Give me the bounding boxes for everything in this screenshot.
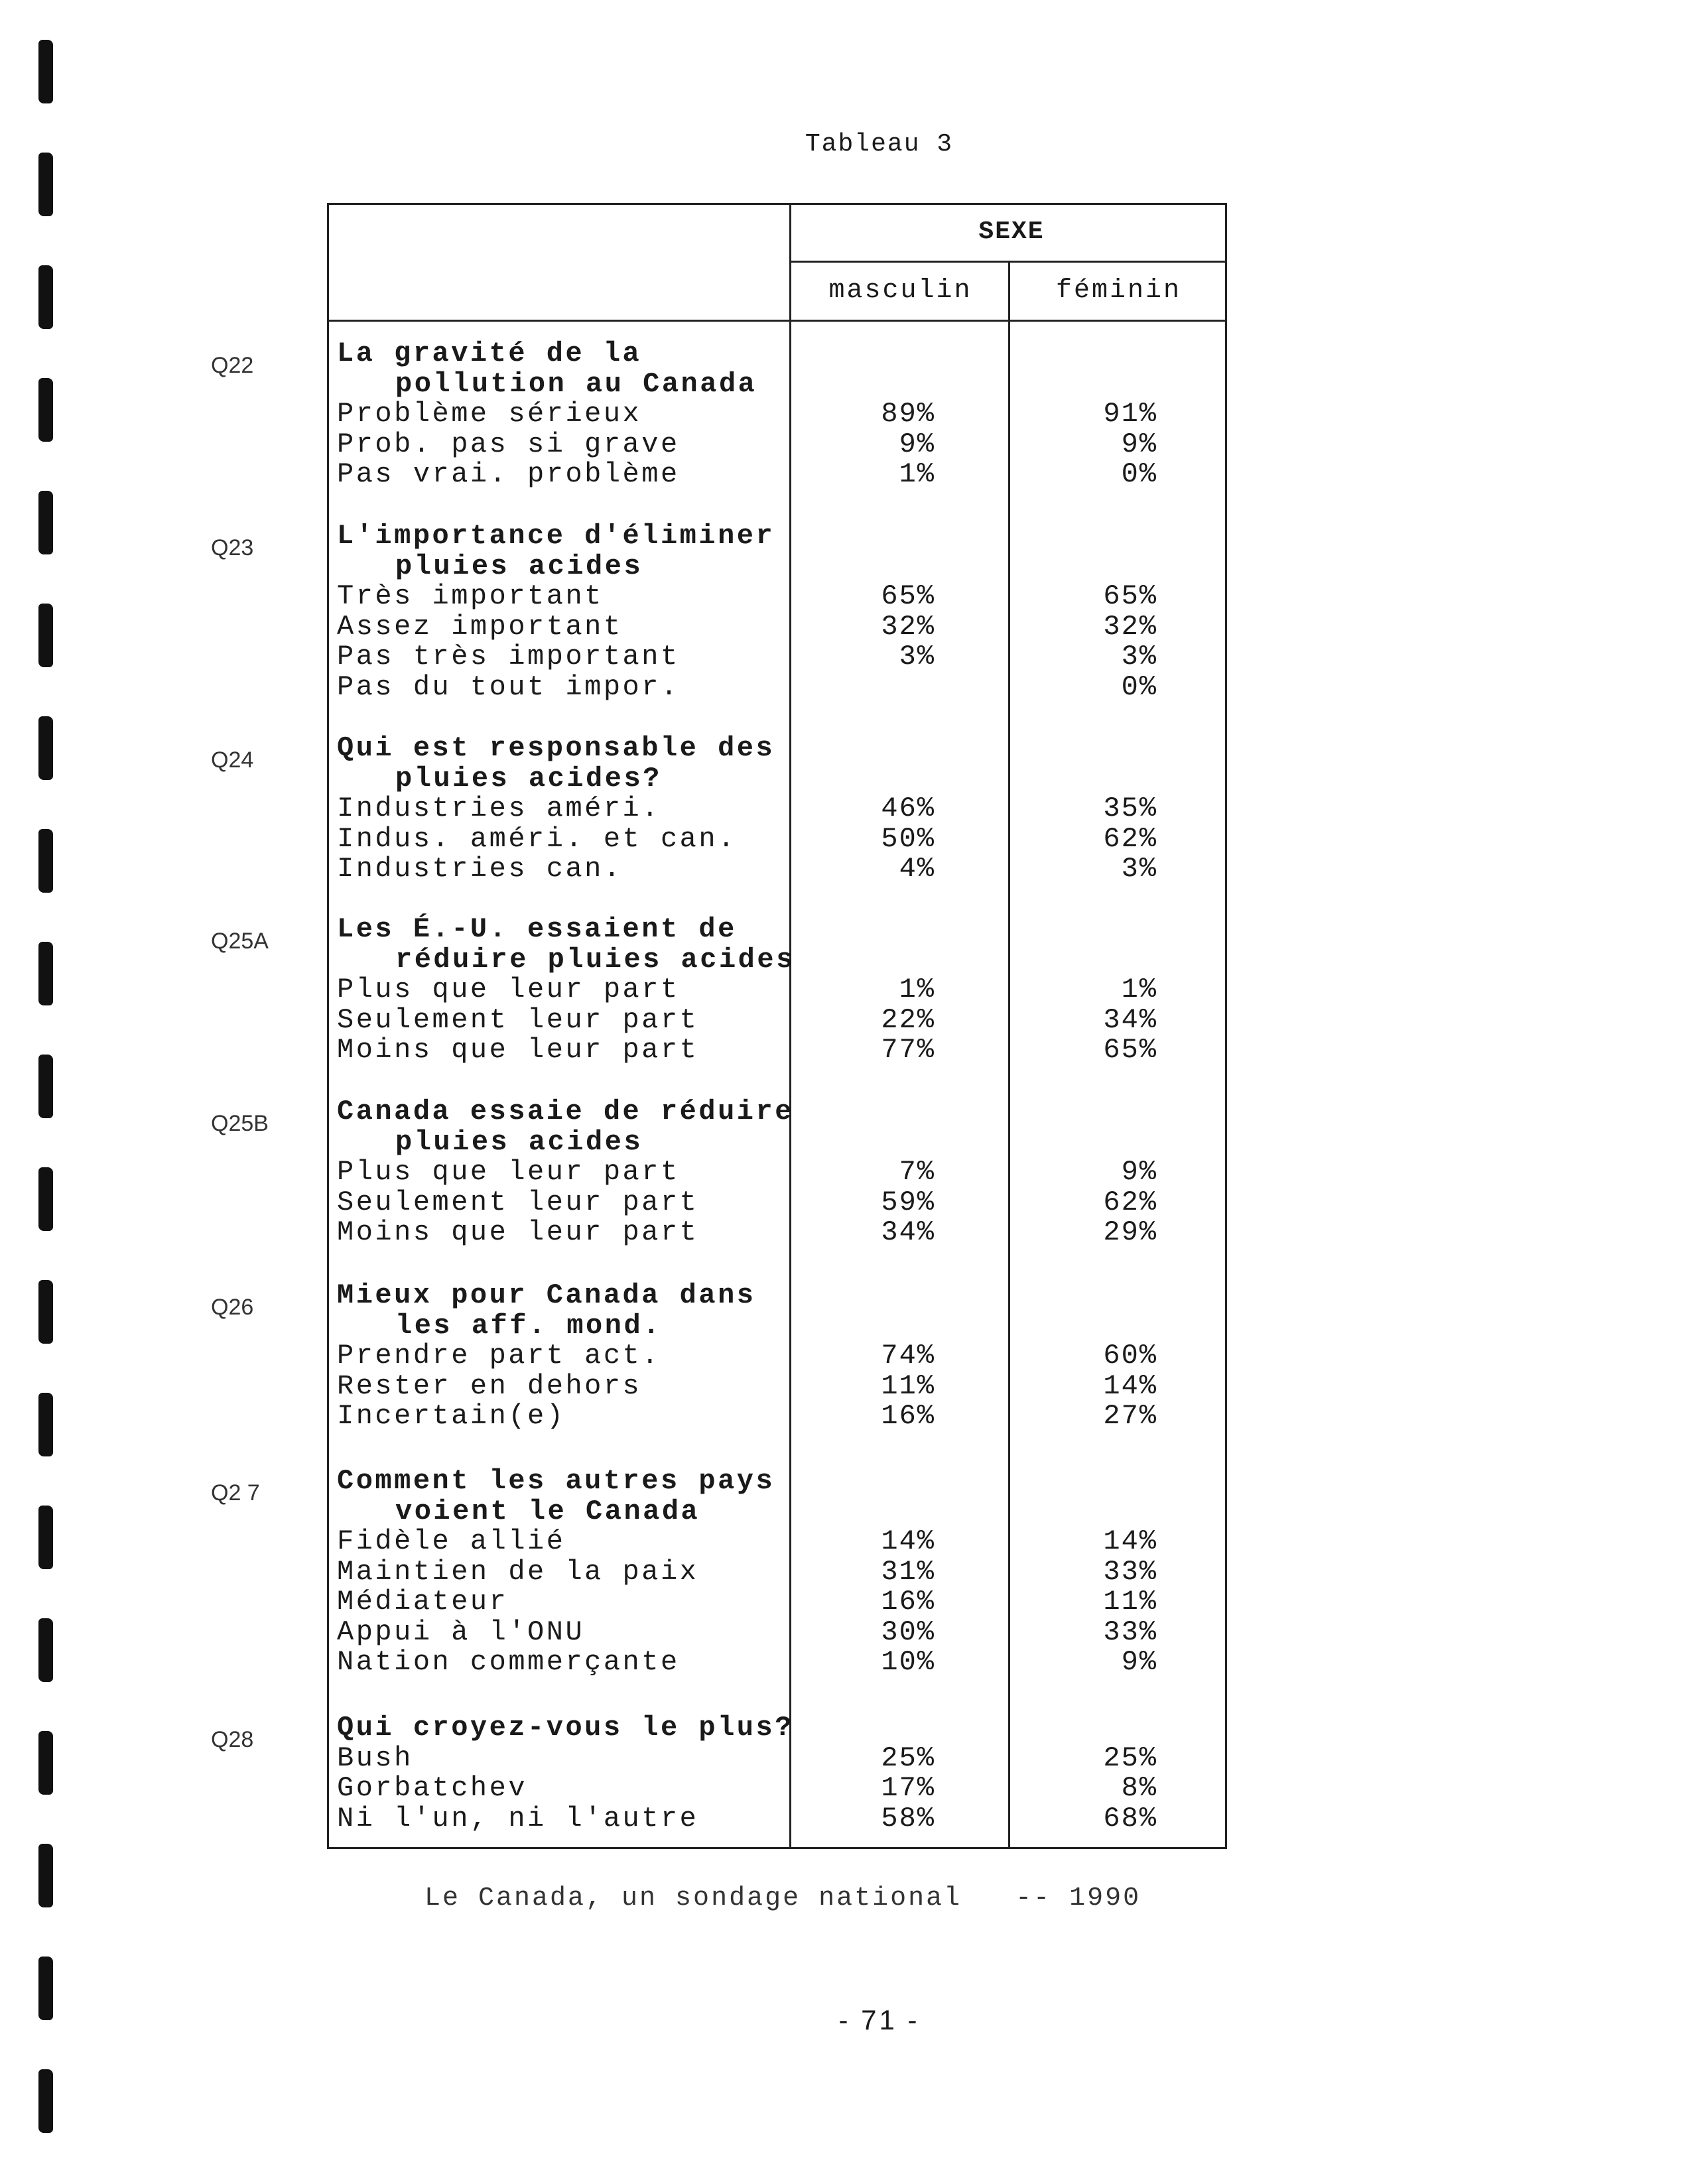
answer-label: Seulement leur part: [337, 1003, 699, 1036]
value-masculin: 14%: [881, 1525, 935, 1557]
binding-hole: [38, 40, 53, 103]
answer-label: Moins que leur part: [337, 1034, 699, 1066]
value-masculin: 25%: [881, 1742, 935, 1774]
value-feminin: 0%: [1121, 458, 1157, 490]
question-title: La gravité de la: [337, 338, 642, 369]
value-masculin: 16%: [881, 1400, 935, 1432]
value-feminin: 60%: [1103, 1340, 1157, 1372]
binding-hole: [38, 1393, 53, 1456]
header-rule-sexe: [789, 261, 1227, 263]
value-masculin: 30%: [881, 1616, 935, 1648]
value-feminin: 65%: [1103, 580, 1157, 612]
binding-hole: [38, 153, 53, 216]
answer-label: Moins que leur part: [337, 1216, 699, 1248]
binding-hole: [38, 1844, 53, 1907]
answer-label: Bush: [337, 1742, 413, 1774]
value-masculin: 58%: [881, 1802, 935, 1834]
column-divider-sexe: [1008, 261, 1010, 1849]
value-feminin: 14%: [1103, 1370, 1157, 1402]
binding-holes: [34, 40, 61, 2136]
value-feminin: 3%: [1121, 853, 1157, 885]
question-title: L'importance d'éliminer: [337, 520, 775, 552]
question-id: Q28: [211, 1727, 254, 1752]
table-title: Tableau 3: [805, 130, 954, 159]
binding-hole: [38, 491, 53, 554]
value-feminin: 3%: [1121, 641, 1157, 673]
value-masculin: 1%: [899, 458, 935, 490]
value-masculin: 7%: [899, 1156, 935, 1188]
value-feminin: 68%: [1103, 1802, 1157, 1834]
binding-hole: [38, 1506, 53, 1569]
value-feminin: 9%: [1121, 1646, 1157, 1678]
binding-hole: [38, 1167, 53, 1231]
answer-label: Gorbatchev: [337, 1772, 528, 1804]
answer-label: Appui à l'ONU: [337, 1616, 585, 1648]
header-sexe: SEXE: [978, 218, 1045, 246]
question-title: Mieux pour Canada dans: [337, 1279, 756, 1311]
value-feminin: 9%: [1121, 1156, 1157, 1188]
value-masculin: 4%: [899, 853, 935, 885]
binding-hole: [38, 942, 53, 1005]
answer-label: Prob. pas si grave: [337, 428, 680, 460]
value-feminin: 27%: [1103, 1400, 1157, 1432]
question-title: Les É.-U. essaient de: [337, 913, 737, 945]
value-feminin: 91%: [1103, 398, 1157, 430]
value-masculin: 9%: [899, 428, 935, 460]
value-masculin: 74%: [881, 1340, 935, 1372]
binding-hole: [38, 2069, 53, 2133]
answer-label: Maintien de la paix: [337, 1555, 699, 1588]
binding-hole: [38, 1618, 53, 1682]
value-masculin: 10%: [881, 1646, 935, 1678]
question-title: Qui est responsable des: [337, 732, 775, 764]
header-feminin: féminin: [1055, 276, 1182, 306]
answer-label: Rester en dehors: [337, 1370, 642, 1402]
page-number: - 71 -: [838, 2004, 920, 2035]
answer-label: Incertain(e): [337, 1400, 566, 1432]
answer-label: Fidèle allié: [337, 1525, 566, 1557]
value-feminin: 33%: [1103, 1616, 1157, 1648]
value-feminin: 14%: [1103, 1525, 1157, 1557]
value-feminin: 1%: [1121, 974, 1157, 1005]
question-title: Qui croyez-vous le plus?: [337, 1712, 794, 1744]
answer-label: Pas très important: [337, 641, 680, 673]
answer-label: Industries améri.: [337, 793, 661, 824]
column-divider-label: [789, 203, 791, 1849]
question-title-cont: pluies acides: [395, 550, 643, 582]
value-masculin: 50%: [881, 822, 935, 855]
answer-label: Pas du tout impor.: [337, 671, 680, 703]
answer-label: Problème sérieux: [337, 398, 642, 430]
header-masculin: masculin: [828, 276, 972, 306]
question-id: Q2 7: [211, 1480, 260, 1506]
value-feminin: 62%: [1103, 822, 1157, 855]
value-masculin: 59%: [881, 1186, 935, 1218]
answer-label: Prendre part act.: [337, 1340, 661, 1372]
value-feminin: 8%: [1121, 1772, 1157, 1804]
value-masculin: 89%: [881, 398, 935, 430]
question-id: Q23: [211, 535, 254, 560]
value-feminin: 33%: [1103, 1555, 1157, 1588]
answer-label: Pas vrai. problème: [337, 458, 680, 490]
answer-label: Plus que leur part: [337, 974, 680, 1005]
question-title-cont: pluies acides?: [395, 762, 662, 795]
value-feminin: 11%: [1103, 1586, 1157, 1618]
value-masculin: 32%: [881, 610, 935, 643]
binding-hole: [38, 829, 53, 893]
question-title-cont: les aff. mond.: [395, 1309, 662, 1342]
value-masculin: 46%: [881, 793, 935, 824]
question-title-cont: pluies acides: [395, 1125, 643, 1158]
value-masculin: 16%: [881, 1586, 935, 1618]
value-masculin: 3%: [899, 641, 935, 673]
answer-label: Médiateur: [337, 1586, 509, 1618]
value-feminin: 25%: [1103, 1742, 1157, 1774]
answer-label: Assez important: [337, 610, 623, 643]
question-id: Q26: [211, 1295, 254, 1320]
answer-label: Plus que leur part: [337, 1156, 680, 1188]
binding-hole: [38, 716, 53, 780]
value-feminin: 29%: [1103, 1216, 1157, 1248]
binding-hole: [38, 1055, 53, 1118]
binding-hole: [38, 604, 53, 667]
question-title-cont: pollution au Canada: [395, 367, 757, 400]
question-title: Canada essaie de réduire: [337, 1096, 794, 1127]
value-feminin: 9%: [1121, 428, 1157, 460]
value-masculin: 34%: [881, 1216, 935, 1248]
question-title: Comment les autres pays: [337, 1465, 775, 1497]
header-rule-bottom: [327, 320, 1227, 322]
value-feminin: 35%: [1103, 793, 1157, 824]
answer-label: Nation commerçante: [337, 1646, 680, 1678]
value-masculin: 31%: [881, 1555, 935, 1588]
question-title-cont: réduire pluies acides: [395, 943, 795, 976]
value-masculin: 65%: [881, 580, 935, 612]
answer-label: Ni l'un, ni l'autre: [337, 1802, 699, 1834]
binding-hole: [38, 265, 53, 329]
answer-label: Indus. améri. et can.: [337, 822, 737, 855]
value-masculin: 1%: [899, 974, 935, 1005]
value-feminin: 0%: [1121, 671, 1157, 703]
question-title-cont: voient le Canada: [395, 1495, 700, 1527]
answer-label: Seulement leur part: [337, 1186, 699, 1218]
value-masculin: 22%: [881, 1003, 935, 1036]
binding-hole: [38, 1731, 53, 1795]
value-feminin: 62%: [1103, 1186, 1157, 1218]
value-feminin: 34%: [1103, 1003, 1157, 1036]
answer-label: Industries can.: [337, 853, 623, 885]
answer-label: Très important: [337, 580, 604, 612]
question-id: Q24: [211, 747, 254, 773]
value-feminin: 32%: [1103, 610, 1157, 643]
question-id: Q22: [211, 353, 254, 378]
value-masculin: 77%: [881, 1034, 935, 1066]
value-masculin: 17%: [881, 1772, 935, 1804]
question-id: Q25B: [211, 1111, 269, 1136]
value-masculin: 11%: [881, 1370, 935, 1402]
binding-hole: [38, 378, 53, 442]
value-feminin: 65%: [1103, 1034, 1157, 1066]
footer-caption: Le Canada, un sondage national -- 1990: [424, 1884, 1141, 1913]
binding-hole: [38, 1280, 53, 1344]
question-id: Q25A: [211, 929, 269, 954]
